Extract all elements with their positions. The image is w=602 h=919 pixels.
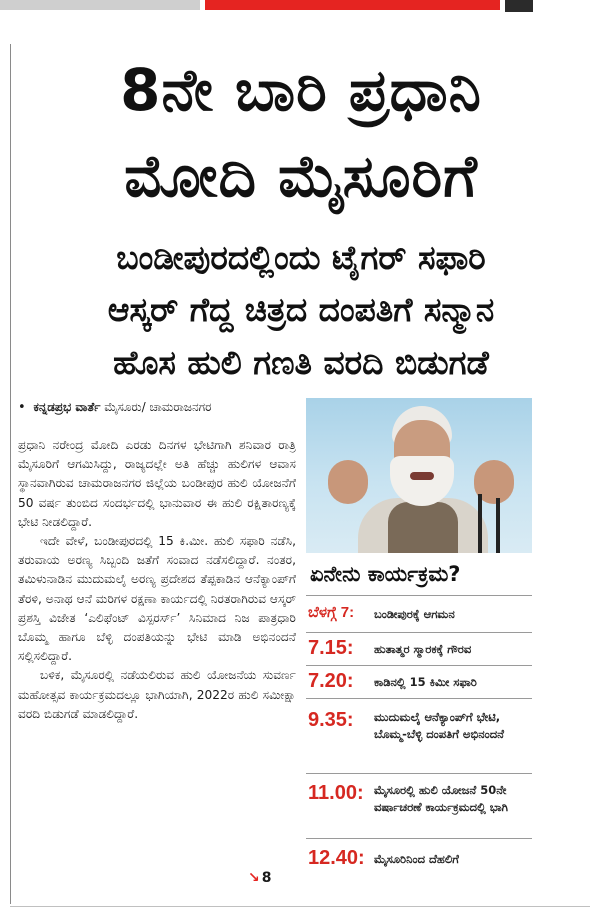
- program-item: [306, 665, 532, 698]
- program-time: 12.40:: [308, 847, 365, 869]
- program-item: [306, 838, 532, 879]
- microphone-icon: [478, 494, 482, 553]
- speaker-photo: [306, 398, 532, 553]
- article-body: [18, 436, 296, 724]
- subhead-3: ಹೊಸ ಹುಲಿ ಗಣತಿ ವರದಿ ಬಿಡುಗಡೆ: [113, 343, 489, 382]
- program-desc: ಮೈಸೂರಿನಿಂದ ದೆಹಲಿಗೆ: [374, 852, 459, 866]
- program-schedule: [306, 595, 532, 879]
- headline-line-2: ಮೋದಿ ಮೈಸೂರಿಗೆ: [124, 142, 478, 210]
- byline: [18, 397, 298, 418]
- bullet-icon: •: [18, 400, 26, 415]
- continued-page-number: 8: [261, 870, 272, 886]
- byline-place: ಮೈಸೂರು/ ಚಾಮರಾಜನಗರ: [104, 400, 212, 414]
- program-time: 7.20:: [308, 670, 354, 692]
- subhead-2: ಆಸ್ಕರ್ ಗೆದ್ದ ಚಿತ್ರದ ದಂಪತಿಗೆ ಸನ್ಮಾನ: [107, 290, 495, 329]
- program-time: ಬೆಳಗ್ಗೆ 7:: [308, 604, 355, 621]
- program-title: ಏನೇನು ಕಾರ್ಯಕ್ರಮ?: [310, 562, 461, 586]
- program-time: 9.35:: [308, 709, 354, 731]
- top-bar-gray-segment: [0, 0, 200, 10]
- program-time: 7.15:: [308, 637, 354, 659]
- microphone-icon: [496, 498, 500, 553]
- headline-line-1: 8ನೇ ಬಾರಿ ಪ್ರಧಾನಿ: [120, 56, 482, 124]
- program-item: [306, 632, 532, 665]
- top-bar-red-segment: [205, 0, 500, 10]
- program-desc: ಕಾಡಿನಲ್ಲಿ 15 ಕಿಮೀ ಸಫಾರಿ: [374, 675, 477, 689]
- byline-source: ಕನ್ನಡಪ್ರಭ ವಾರ್ತೆ: [33, 400, 101, 414]
- program-desc: ಹುತಾತ್ಮರ ಸ್ಮಾರಕಕ್ಕೆ ಗೌರವ: [374, 642, 472, 656]
- program-desc: ಮೈಸೂರಲ್ಲಿ ಹುಲಿ ಯೋಜನೆ 50ನೇ ವರ್ಷಾಚರಣೆ ಕಾರ್ಯಕ್ರಮದಲ್ಲಿ ಭಾಗಿ: [374, 783, 508, 814]
- continue-arrow-icon: ↘: [248, 870, 260, 886]
- hand-left: [328, 460, 368, 504]
- program-time: 11.00:: [308, 782, 364, 804]
- article-paragraph-1: ಪ್ರಧಾನಿ ನರೇಂದ್ರ ಮೋದಿ ಎರಡು ದಿನಗಳ ಭೇಟಿಗಾಗಿ ಶನಿವಾರ ರಾತ್ರಿ ಮೈಸೂರಿಗೆ ಆಗಮಿಸಿದ್ದು, ರಾಜ್ಯದಲ್ಲೇ ಅತಿ ಹೆಚ್ಚು ಹುಲಿಗಳ ಆವಾಸ ಸ್ಥಾನವಾಗಿರುವ ಚಾಮರಾಜನಗರ ಜಿಲ್ಲೆಯ ಬಂಡೀಪುರ ಹುಲಿ ಯೋಜನೆಗೆ 50 ವರ್ಷ ತುಂಬಿದ ಸಂದರ್ಭದಲ್ಲಿ ಭಾನುವಾರ ಈ ಹುಲಿ ರಕ್ಷಿತಾರಣ್ಯಕ್ಕೆ ಭೇಟಿ ನೀಡಲಿದ್ದಾರೆ.: [18, 438, 296, 529]
- program-item: [306, 595, 532, 632]
- top-color-bar: [0, 0, 602, 12]
- bottom-divider: [10, 906, 590, 907]
- continued-marker[interactable]: [248, 870, 271, 886]
- program-item: [306, 698, 532, 773]
- program-desc: ಬಂಡೀಪುರಕ್ಕೆ ಆಗಮನ: [374, 607, 455, 621]
- article-paragraph-3: ಬಳಿಕ, ಮೈಸೂರಲ್ಲಿ ನಡೆಯಲಿರುವ ಹುಲಿ ಯೋಜನೆಯ ಸುವರ್ಣ ಮಹೋತ್ಸವ ಕಾರ್ಯಕ್ರಮದಲ್ಲೂ ಭಾಗಿಯಾಗಿ, 2022ರ ಹುಲಿ ಸಮೀಕ್ಷಾ ವರದಿ ಬಿಡುಗಡೆ ಮಾಡಲಿದ್ದಾರೆ.: [18, 668, 296, 721]
- program-item: [306, 773, 532, 838]
- top-bar-dark-segment: [505, 0, 533, 12]
- article-paragraph-2: ಇದೇ ವೇಳೆ, ಬಂಡೀಪುರದಲ್ಲಿ 15 ಕಿ.ಮೀ. ಹುಲಿ ಸಫಾರಿ ನಡೆಸಿ, ತರುವಾಯ ಅರಣ್ಯ ಸಿಬ್ಬಂದಿ ಜತೆಗೆ ಸಂವಾದ ನಡೆಸಲಿದ್ದಾರೆ. ನಂತರ, ತಮಿಳುನಾಡಿನ ಮುದುಮಲೈ ಅರಣ್ಯ ಪ್ರದೇಶದ ತೆಪ್ಪಕಾಡಿನ ಆನೆಕ್ಯಾಂಪ್‌ಗೆ ತೆರಳಿ, ಅನಾಥ ಆನೆ ಮರಿಗಳ ರಕ್ಷಣಾ ಕಾರ್ಯದಲ್ಲಿ ನಿರತರಾಗಿರುವ ಆಸ್ಕರ್ ಪ್ರಶಸ್ತಿ ವಿಜೇತ ‘ಎಲಿಫೆಂಟ್ ವಿಸ್ಪರರ್ಸ್’ ಸಿನಿಮಾದ ನಿಜ ಪಾತ್ರಧಾರಿ ಬೊಮ್ಮ ಹಾಗೂ ಬೆಳ್ಳಿ ದಂಪತಿಯನ್ನು ಭೇಟಿ ಮಾಡಿ ಅಭಿನಂದನೆ ಸಲ್ಲಿಸಲಿದ್ದಾರೆ.: [18, 534, 296, 664]
- subhead-1: ಬಂಡೀಪುರದಲ್ಲಿಂದು ಟೈಗರ್ ಸಫಾರಿ: [116, 238, 486, 277]
- program-desc: ಮುದುಮಲೈ ಆನೆಕ್ಯಾಂಪ್‌ಗೆ ಭೇಟಿ, ಬೊಮ್ಮ-ಬೆಳ್ಳಿ ದಂಪತಿಗೆ ಅಭಿನಂದನೆ: [374, 710, 504, 741]
